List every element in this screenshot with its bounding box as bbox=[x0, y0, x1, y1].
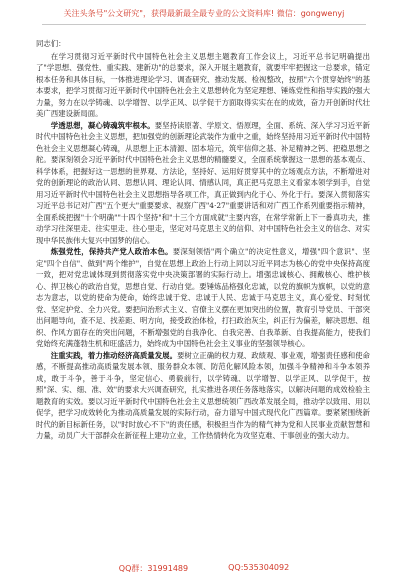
document-body bbox=[36, 38, 370, 442]
paragraph-intro bbox=[36, 51, 370, 120]
paragraph-text: 要深刻领悟"两个确立"的决定性意义，增强"四个意识"、坚定"四个自信"、做到"两个维护"，自觉在思想上政治上行动上同以习近平同志为核心的党中央保持高度一致，把对党忠诚体现到贯彻落实党中央决策部署的实际行动上。增强忠诚核心、拥戴核心、维护核心、捍卫核心的政治自觉，思想自觉、行动自觉。要锤炼品格强化忠诚，以党的旗帜为旗帜，以党的意志为意志，以党的使命为使命，始终忠诚于党、忠诚于人民、忠诚于马克思主义，真心爱党、时刻忧党、坚定护党、全力兴党。要把问治形式主义、官僚主义摆在更加突出的位置，教育引导党员、干部突出问题导向，查不足、找差距、明方向，接受政治体检，打扫政治灰尘，纠正行为偏差，解决思想、组织、作风方面存在的突出问题，不断增强党的自我净化、自我完善、自我革新、自我提高能力，使我们党始终充满蓬勃生机和旺盛活力，始终成为中国特色社会主义事业的坚强领导核心。 bbox=[36, 247, 370, 348]
paragraph-text: 要树立正确的权力观、政绩观、事业观，增强责任感和使命感，不断提高推动高质量发展本领、服务群众本领、防范化解风险本领，加强斗争精神和斗争本领养成，敢于斗争，善于斗争，坚定信心、勇毅前行，以学铸魂、以学增智、以学正风、以学促干，按照"深、实、细、准、效"的要求大兴调查研究，扎实推进各项任务落地落实，以解决问题的成效检验主题教育的实效。要以习近平新时代中国特色社会主义思想统领广西改革发展全局，推动学以致用、用以促学，把学习成效转化为推动高质量发展的实际行动，奋力谱写中国式现代化广西篇章。要紧紧围绕新时代的新目标新任务，以"时时放心不下"的责任感，积极担当作为的精气神为党和人民事业贡献智慧和力量，动员广大干部群众在新征程上建功立业，工作热情转化为攻坚克难、干事创业的强大动力。 bbox=[36, 350, 370, 440]
paragraph-text: 要坚持读原著、学原文、悟原理，全面、系统、深入学习习近平新时代中国特色社会主义思想，把加强党的创新理论武装作为重中之重，始终坚持用习近平新时代中国特色社会主义思想凝心铸魂，从思想上正本清源、固本培元，筑牢信仰之基、补足精神之钙、把稳思想之舵。要深刻领会习近平新时代中国特色社会主义思想的精髓要义，全面系统掌握这一思想的基本观点、科学体系，把握好这一思想的世界观、方法论，坚持好、运用好贯穿其中的立场观点方法，不断增进对党的创新理论的政治认同、思想认同、理论认同、情感认同，真正把马克思主义看家本领学到手，自觉用习近平新时代中国特色社会主义思想指导各项工作，真正做到内化于心、外化于行。要深入贯彻落实习近平总书记对广西"五个更大"重要要求、视察广西"4·27"重要讲话和对广西工作系列重要指示精神，全面系统把握"十个明确""十四个坚持"和"十三个方面成就"主要内容，在常学常新上下一番真功夫，推动学习往深里走、往实里走、往心里走，坚定对马克思主义的信仰、对中国特色社会主义的信念、对实现中华民族伟大复兴中国梦的信心。 bbox=[36, 120, 370, 245]
header-divider bbox=[42, 24, 366, 25]
paragraph-lead: 炼强党性，保持共产党人政治本色。 bbox=[50, 247, 173, 256]
banner-text: 关注头条号"公文研究"，获得最新最全最专业的公文资料库! 微信：gongwenyj bbox=[63, 8, 345, 18]
paragraph-study-thought bbox=[36, 120, 370, 247]
paragraph-text: 在学习贯彻习近平新时代中国特色社会主义思想主题教育工作会议上，习近平总书记明确提出了"学思想、强党性、重实践、建新功"的总要求，深入开展主题教育，就要牢牢把握这一总要求，锚定根本任务和具体目标，一体推进理论学习、调查研究、推动发展、检视整改，按照"六个贯穿始终"的基本要求，把学习贯彻习近平新时代中国特色社会主义思想转化为坚定理想、锤炼党性和指导实践的强大力量，努力在以学铸魂、以学增智、以学正风、以学促干方面取得实实在在的成效，奋力开创新时代壮美广西建设新局面。 bbox=[36, 51, 370, 118]
paragraph-practice bbox=[36, 350, 370, 442]
top-banner bbox=[0, 4, 408, 22]
paragraph-lead: 学透思想，凝心铸魂筑牢根本。 bbox=[50, 120, 155, 130]
paragraph-party-spirit bbox=[36, 246, 370, 350]
paragraph-lead: 注重实践，着力推动经济高质量发展。 bbox=[50, 350, 177, 360]
footer-qq: QQ:535304092 bbox=[228, 563, 290, 572]
greeting: 同志们： bbox=[36, 39, 66, 48]
footer bbox=[0, 563, 408, 574]
footer-qq-group: QQ群：31991489 bbox=[118, 564, 189, 573]
